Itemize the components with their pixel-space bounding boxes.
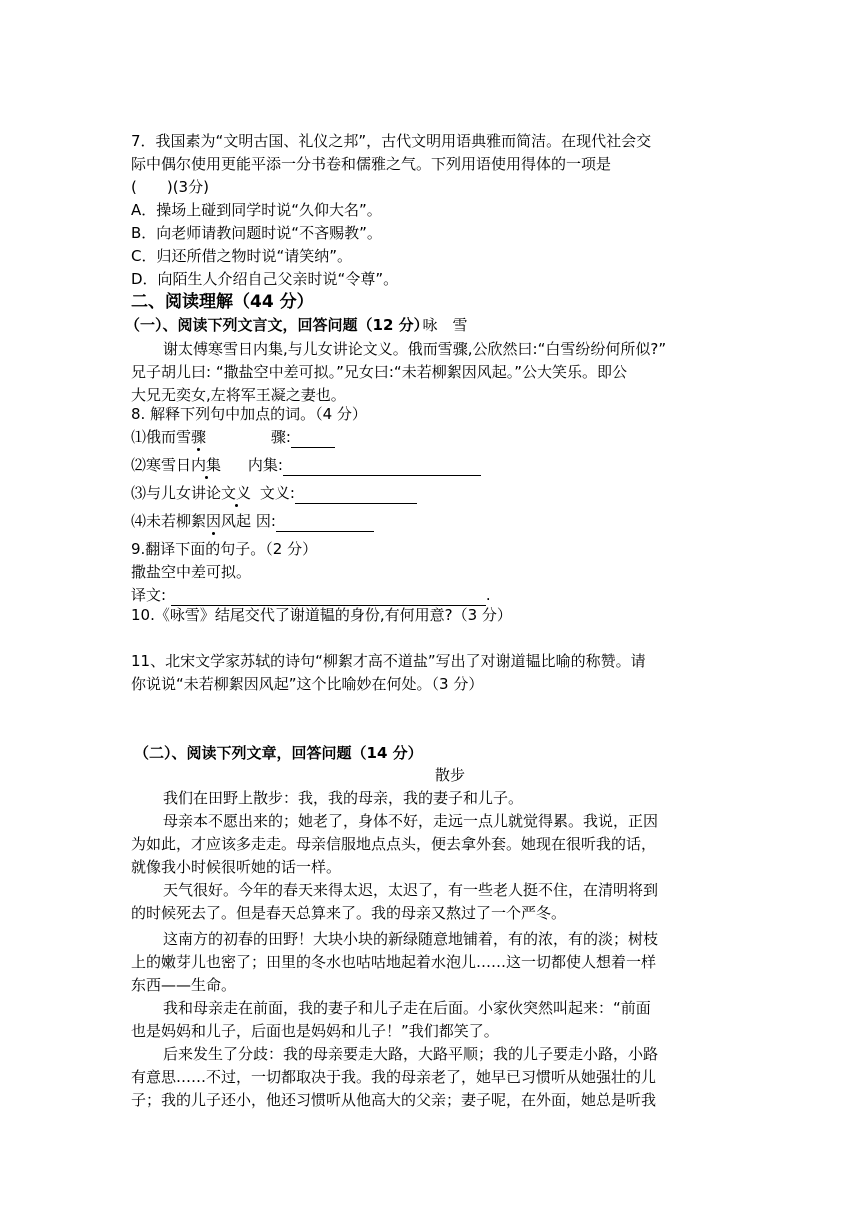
q8-item-4-answer-blank[interactable] [276,515,374,532]
q8-item-2-label: 内集: [247,456,283,474]
q9-translation [131,584,491,606]
q11-line-2: 你说说“未若柳絮因风起”这个比喻妙在何处。（3 分） [131,675,484,693]
part2-line-2: 母亲本不愿出来的；她老了，身体不好，走远一点儿就觉得累。我说，正因 [163,812,659,830]
section2-heading: 二、阅读理解（44 分） [131,292,314,312]
part1-text-line-1: 谢太傅寒雪日内集,与儿女讲论文义。俄而雪骤,公欣然曰:“白雪纷纷何所似?” [163,340,667,358]
q7-line-1: 7．我国素为“文明古国、礼仪之邦”，古代文明用语典雅而简洁。在现代社会交 [131,132,652,150]
part2-line-3: 为如此，才应该多走走。母亲信服地点点头，便去拿外套。她现在很听我的话， [131,835,657,853]
q8-item-1-prefix: ⑴俄而雪 [131,428,192,446]
q8-item-3 [131,482,417,504]
part2-title: 散步 [434,766,465,784]
part2-line-5: 天气很好。今年的春天来得太迟，太迟了，有一些老人挺不住，在清明将到 [163,881,659,899]
q8-item-2 [131,454,481,476]
part1-heading: （一）、阅读下列文言文，回答问题（12 分） [125,316,429,334]
q8-item-3-answer-blank[interactable] [295,487,417,504]
part2-line-8: 上的嫩芽儿也密了；田里的冬水也咕咕地起着水泡儿……这一切都使人想着一样 [131,953,657,971]
q9-translation-end: . [485,586,491,604]
part2-line-7: 这南方的初春的田野！大块小块的新绿随意地铺着，有的浓，有的淡；树枝 [163,930,659,948]
part1-text-line-2: 兄子胡儿曰: “撒盐空中差可拟。”兄女曰:“未若柳絮因风起。”公大笑乐。即公 [131,363,627,381]
q10-text: 10.《咏雪》结尾交代了谢道韫的身份,有何用意?（3 分） [131,606,512,624]
part2-line-6: 的时候死去了。但是春天总算来了。我的母亲又熬过了一个严冬。 [131,904,567,922]
q8-item-1-answer-blank[interactable] [291,431,335,448]
part2-line-9: 东西——生命。 [131,976,237,994]
part2-line-10: 我和母亲走在前面，我的妻子和儿子走在后面。小家伙突然叫起来：“前面 [163,999,651,1017]
q8-item-2-prefix: ⑵寒雪日 [131,456,192,474]
part2-line-12: 后来发生了分歧：我的母亲要走大路，大路平顺；我的儿子要走小路，小路 [163,1045,659,1063]
q8-item-3-dotted: 文义 [221,484,252,502]
q8-item-4-label: 因: [255,512,276,530]
q8-item-1 [131,426,335,448]
q7-option-c: C．归还所借之物时说“请笑纳”。 [131,247,353,265]
q8-item-4-dotted: 因 [206,512,222,530]
q8-item-4-prefix: ⑷未若柳絮 [131,512,207,530]
q11-line-1: 11、北宋文学家苏轼的诗句“柳絮才高不道盐”写出了对谢道韫比喻的称赞。请 [131,652,646,670]
q8-item-4-suffix: 风起 [221,512,252,530]
part1-text-line-3: 大兄无奕女,左将军王凝之妻也。 [131,386,346,404]
part2-line-14: 子；我的儿子还小，他还习惯听从他高大的父亲；妻子呢，在外面，她总是听我 [131,1091,657,1109]
q8-item-2-dotted: 内集 [191,456,222,474]
q8-item-1-dotted: 骤 [191,428,207,446]
q9-heading: 9.翻译下面的句子。（2 分） [131,540,318,558]
part2-line-13: 有意思……不过，一切都取决于我。我的母亲老了，她早已习惯听从她强壮的儿 [131,1068,657,1086]
part2-line-1: 我们在田野上散步：我，我的母亲，我的妻子和儿子。 [163,789,524,807]
q7-line-3: ( )(3分) [131,178,209,196]
part2-line-4: 就像我小时候很听她的话一样。 [131,858,342,876]
q8-item-4 [131,510,374,532]
part2-heading: （二）、阅读下列文章，回答问题（14 分） [134,744,423,762]
q9-sentence: 撒盐空中差可拟。 [131,563,252,581]
q8-item-3-label: 文义: [259,484,295,502]
q7-option-d: D．向陌生人介绍自己父亲时说“令尊”。 [131,270,399,288]
q7-option-a: A．操场上碰到同学时说“久仰大名”。 [131,201,382,219]
q7-option-b: B．向老师请教问题时说“不吝赐教”。 [131,224,382,242]
q8-heading: 8. 解释下列句中加点的词。（4 分） [131,405,367,423]
q7-line-2: 际中偶尔使用更能平添一分书卷和儒雅之气。下列用语使用得体的一项是 [131,155,612,173]
q8-item-2-answer-blank[interactable] [283,459,481,476]
q8-item-1-label: 骤: [270,428,291,446]
q9-translation-label: 译文: [131,586,167,604]
q8-item-3-prefix: ⑶与儿女讲论 [131,484,222,502]
part1-title: 咏 雪 [422,316,468,334]
part2-line-11: 也是妈妈和儿子，后面也是妈妈和儿子！”我们都笑了。 [131,1022,499,1040]
